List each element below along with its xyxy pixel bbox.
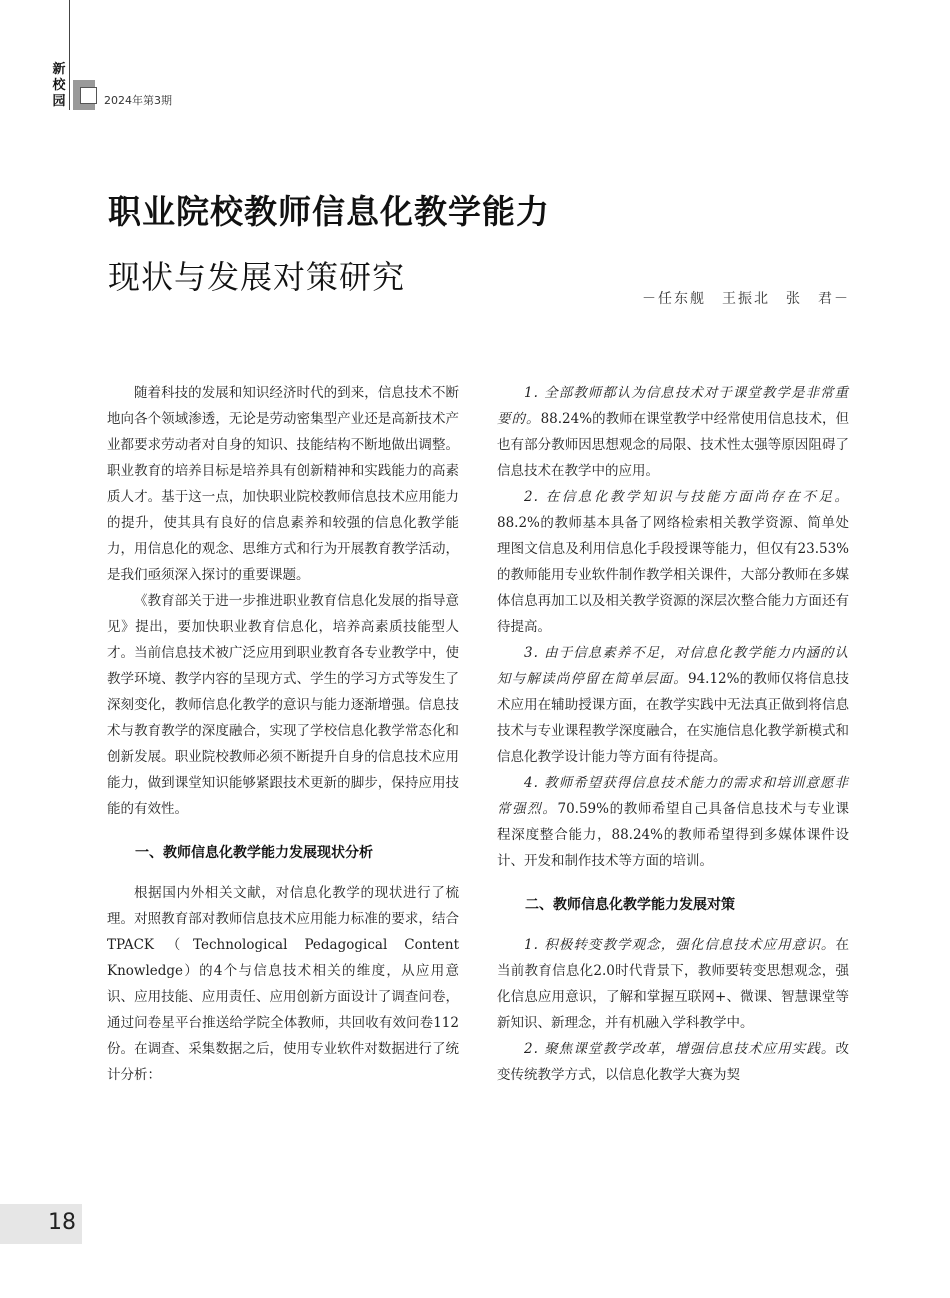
header-vertical-rule xyxy=(69,0,70,110)
finding-body: 88.24%的教师在课堂教学中经常使用信息技术，但也有部分教师因思想观念的局限、技术性太强等原因阻碍了信息技术在教学中的应用。 xyxy=(497,411,849,479)
page-number-box xyxy=(0,1204,82,1244)
left-column xyxy=(107,380,459,1088)
paragraph: 随着科技的发展和知识经济时代的到来，信息技术不断地向各个领域渗透，无论是劳动密集型产业还是高新技术产业都要求劳动者对自身的知识、技能结构不断地做出调整。职业教育的培养目标是培养具有创新精神和实践能力的高素质人才。基于这一点，加快职业院校教师信息技术应用能力的提升，使其具有良好的信息素养和较强的信息化教学能力，用信息化的观念、思维方式和行为开展教育教学活动，是我们亟须深入探讨的重要课题。 xyxy=(107,385,459,583)
brand-char-3: 园 xyxy=(52,94,66,109)
strategy-lead: 2. 聚焦课堂教学改革，增强信息技术应用实践。 xyxy=(524,1041,836,1057)
finding-item-4 xyxy=(497,770,849,874)
paragraph: 《教育部关于进一步推进职业教育信息化发展的指导意见》提出，要加快职业教育信息化，培养高素质技能型人才。当前信息技术被广泛应用到职业教育各专业教学中，使教学环境、教学内容的呈现方式、学生的学习方式等发生了深刻变化，教师信息化教学的意识与能力逐渐增强。信息技术与教育教学的深度融合，实现了学校信息化教学常态化和创新发展。职业院校教师必须不断提升自身的信息技术应用能力，做到课堂知识能够紧跟技术更新的脚步，保持应用技能的有效性。 xyxy=(107,593,459,817)
finding-lead: 1. 全部教师都认为信息技术对于课堂教学是非常重要的。 xyxy=(497,385,849,427)
brand-char-1: 新 xyxy=(52,62,66,77)
strategy-item-1 xyxy=(497,932,849,1036)
page-number: 18 xyxy=(48,1210,76,1235)
article-authors: －任东舰 王振北 张 君－ xyxy=(642,291,850,307)
strategy-body: 改变传统教学方式，以信息化教学大赛为契 xyxy=(497,1041,849,1083)
header-outline-square xyxy=(80,87,97,104)
brand-char-2: 校 xyxy=(52,78,66,93)
finding-item-3 xyxy=(497,640,849,770)
finding-lead: 4. 教师希望获得信息技术能力的需求和培训意愿非常强烈。 xyxy=(497,775,849,817)
finding-lead: 3. 由于信息素养不足，对信息化教学能力内涵的认知与解读尚停留在简单层面。 xyxy=(497,645,849,687)
strategy-item-2 xyxy=(497,1036,849,1088)
article-title-line1: 职业院校教师信息化教学能力 xyxy=(108,192,550,231)
strategy-lead: 1. 积极转变教学观念，强化信息技术应用意识。 xyxy=(524,937,836,953)
finding-item-1 xyxy=(497,380,849,484)
issue-label: 2024年第3期 xyxy=(104,94,172,107)
finding-lead: 2. 在信息化教学知识与技能方面尚存在不足。 xyxy=(524,489,849,505)
strategy-body: 在当前教育信息化2.0时代背景下，教师要转变思想观念，强化信息应用意识，了解和掌握互联网+、微课、智慧课堂等新知识、新理念，并有机融入学科教学中。 xyxy=(497,937,849,1031)
section-heading-2: 二、教师信息化教学能力发展对策 xyxy=(525,897,735,913)
finding-body: 88.2%的教师基本具备了网络检索相关教学资源、简单处理图文信息及利用信息化手段授课等能力，但仅有23.53%的教师能用专业软件制作教学相关课件，大部分教师在多媒体信息再加工以及相关教学资源的深层次整合能力方面还有待提高。 xyxy=(497,515,849,635)
section-heading-1: 一、教师信息化教学能力发展现状分析 xyxy=(135,845,373,861)
right-column xyxy=(497,380,849,1088)
finding-item-2 xyxy=(497,484,849,640)
paragraph: 根据国内外相关文献，对信息化教学的现状进行了梳理。对照教育部对教师信息技术应用能力标准的要求，结合TPACK（Technological Pedagogical Content Knowledge）的4个与信息技术相关的维度，从应用意识、应用技能、应用责任、应用创新方面设计了调查问卷，通过问卷星平台推送给学院全体教师，共回收有效问卷112份。在调查、采集数据之后，使用专业软件对数据进行了统计分析： xyxy=(107,885,459,1083)
journal-brand xyxy=(50,62,68,110)
finding-body: 94.12%的教师仅将信息技术应用在辅助授课方面，在教学实践中无法真正做到将信息技术与专业课程教学深度融合，在实施信息化教学新模式和信息化教学设计能力等方面有待提高。 xyxy=(497,671,850,765)
article-title-line2: 现状与发展对策研究 xyxy=(108,258,406,296)
finding-body: 70.59%的教师希望自己具备信息技术与专业课程深度整合能力，88.24%的教师希望得到多媒体课件设计、开发和制作技术等方面的培训。 xyxy=(497,801,849,869)
